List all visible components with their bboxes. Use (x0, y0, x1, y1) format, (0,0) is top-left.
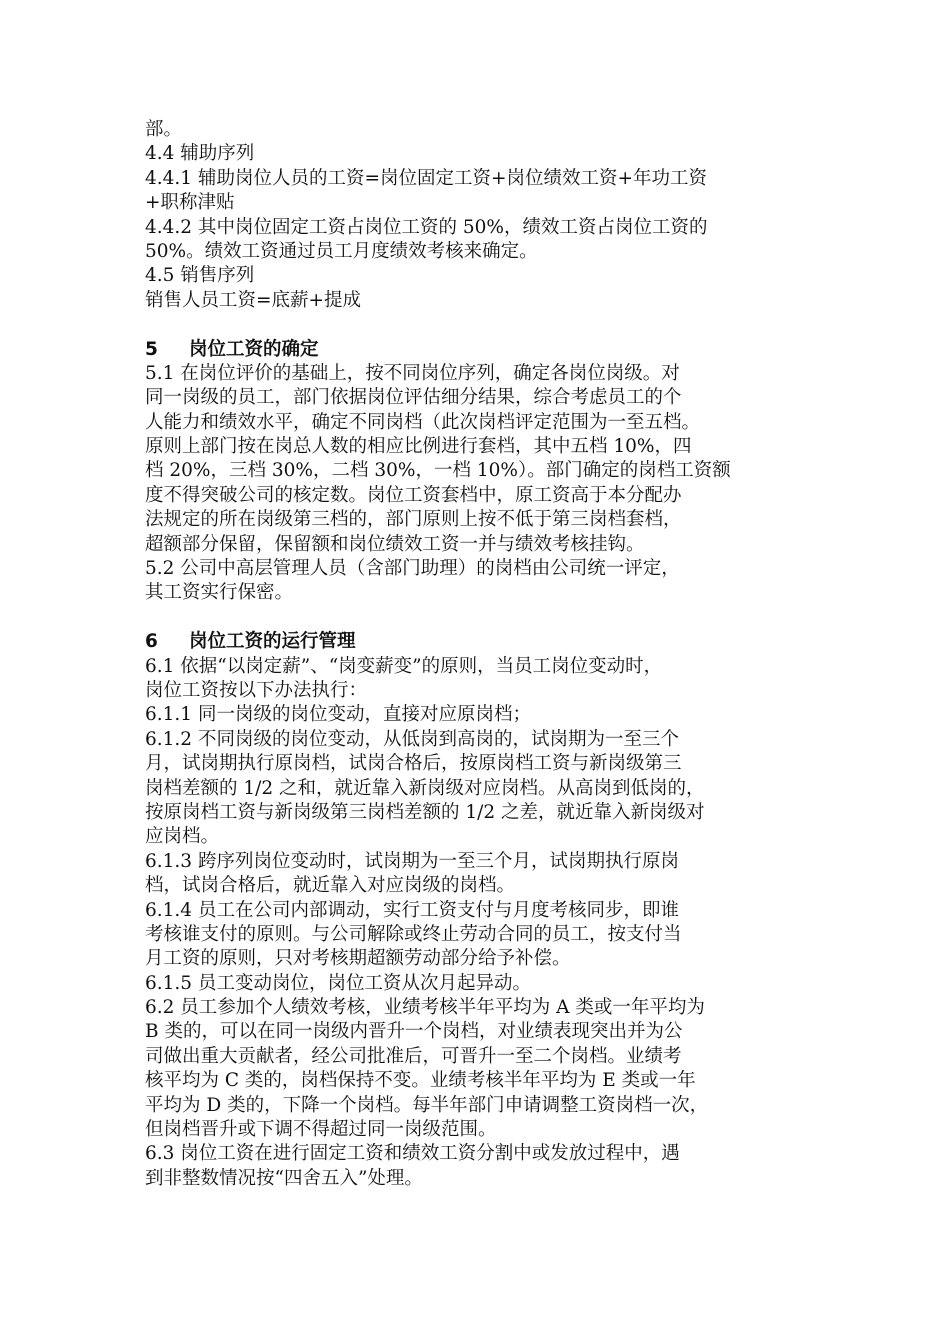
text-line: 法规定的所在岗级第三档的，部门原则上按不低于第三岗档套档， (145, 509, 682, 531)
text-line: 6.1.1 同一岗级的岗位变动，直接对应原岗档； (145, 704, 531, 726)
text-line: 6.1.5 员工变动岗位，岗位工资从次月起异动。 (145, 972, 531, 994)
text-line: 超额部分保留，保留额和岗位绩效工资一并与绩效考核挂钩。 (145, 533, 645, 555)
text-line: 度不得突破公司的核定数。岗位工资套档中，原工资高于本分配办 (145, 484, 682, 506)
text-line: 到非整数情况按“四舍五入”处理。 (145, 1167, 423, 1189)
text-line: 6.2 员工参加个人绩效考核，业绩考核半年平均为 A 类或一年平均为 (145, 997, 705, 1019)
text-line: 其工资实行保密。 (145, 582, 294, 604)
text-line: 销售人员工资=底薪+提成 (145, 289, 362, 311)
subsection-title: 4.4 辅助序列 (145, 143, 255, 165)
text-line: 6.1.2 不同岗级的岗位变动，从低岗到高岗的，试岗期为一至三个 (145, 728, 679, 750)
section-number: 6 (145, 631, 158, 653)
text-line: 应岗档。 (145, 826, 220, 848)
text-line: +职称津贴 (145, 192, 235, 214)
text-line: 月，试岗期执行原岗档，试岗合格后，按原岗档工资与新岗级第三 (145, 753, 682, 775)
text-line: 4.4.1 辅助岗位人员的工资=岗位固定工资+岗位绩效工资+年功工资 (145, 167, 707, 189)
section-heading-5 (145, 338, 825, 362)
text-line: B 类的，可以在同一岗级内晋升一个岗档，对业绩表现突出并为公 (145, 1021, 683, 1043)
text-line: 原则上部门按在岗总人数的相应比例进行套档，其中五档 10%，四 (145, 436, 692, 458)
text-line: 平均为 D 类的，下降一个岗档。每半年部门申请调整工资岗档一次， (145, 1094, 709, 1116)
text-line: 6.3 岗位工资在进行固定工资和绩效工资分割中或发放过程中，遇 (145, 1143, 680, 1165)
text-line: 核平均为 C 类的，岗档保持不变。业绩考核半年平均为 E 类或一年 (145, 1070, 696, 1092)
paragraph-gap (145, 313, 825, 337)
text-line: 6.1 依据“以岗定薪”、“岗变薪变”的原则，当员工岗位变动时， (145, 655, 663, 677)
text-line: 6.1.4 员工在公司内部调动，实行工资支付与月度考核同步，即谁 (145, 899, 679, 921)
text-line: 5.1 在岗位评价的基础上，按不同岗位序列，确定各岗位岗级。对 (145, 362, 680, 384)
text-line: 但岗档晋升或下调不得超过同一岗级范围。 (145, 1119, 497, 1141)
text-line: 5.2 公司中高层管理人员（含部门助理）的岗档由公司统一评定， (145, 558, 680, 580)
text-line: 岗位工资按以下办法执行： (145, 679, 368, 701)
text-line: 6.1.3 跨序列岗位变动时，试岗期为一至三个月，试岗期执行原岗 (145, 850, 679, 872)
subsection-title: 4.5 销售序列 (145, 265, 255, 287)
section-heading-6 (145, 630, 825, 654)
section-title: 岗位工资的确定 (189, 338, 319, 360)
text-line: 司做出重大贡献者，经公司批准后，可晋升一至二个岗档。业绩考 (145, 1045, 682, 1067)
text-line: 4.4.2 其中岗位固定工资占岗位工资的 50%，绩效工资占岗位工资的 (145, 216, 708, 238)
section-number: 5 (145, 338, 158, 360)
text-line: 部。 (145, 119, 183, 140)
text-line: 按原岗档工资与新岗级第三岗档差额的 1/2 之差，就近靠入新岗级对 (145, 801, 705, 823)
section-title: 岗位工资的运行管理 (189, 631, 356, 653)
text-line: 50%。绩效工资通过员工月度绩效考核来确定。 (145, 240, 538, 262)
text-line: 岗档差额的 1/2 之和，就近靠入新岗级对应岗档。从高岗到低岗的， (145, 777, 705, 799)
text-line: 月工资的原则，只对考核期超额劳动部分给予补偿。 (145, 948, 571, 970)
text-line: 同一岗级的员工，部门依据岗位评估细分结果，综合考虑员工的个 (145, 387, 682, 409)
text-line: 档 20%，三档 30%，二档 30%，一档 10%）。部门确定的岗档工资额 (145, 460, 731, 482)
text-line: 人能力和绩效水平，确定不同岗档（此次岗档评定范围为一至五档。 (145, 411, 701, 433)
text-line: 考核谁支付的原则。与公司解除或终止劳动合同的员工，按支付当 (145, 923, 682, 945)
document-page (145, 118, 825, 1191)
paragraph-gap (145, 606, 825, 630)
text-line: 档，试岗合格后，就近靠入对应岗级的岗档。 (145, 875, 516, 897)
